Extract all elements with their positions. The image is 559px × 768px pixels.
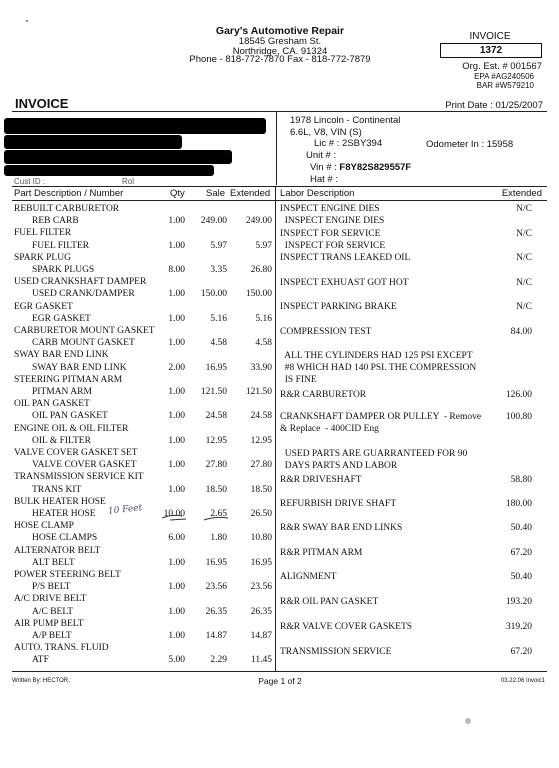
labor-extended: 67.20 <box>510 647 532 657</box>
labor-extended: N/C <box>516 253 532 263</box>
part-group: REBUILT CARBURETOR <box>14 204 120 214</box>
part-sale: 2.29 <box>210 655 227 666</box>
footer-written-by: Written By: HECTOR, <box>12 678 70 684</box>
invoice-box-label: INVOICE <box>469 31 511 42</box>
labor-line: R&R SWAY BAR END LINKS <box>280 523 403 533</box>
part-extended: 23.56 <box>250 582 272 593</box>
part-item: EGR GASKET <box>32 313 91 324</box>
part-extended: 18.50 <box>250 484 272 495</box>
labor-extended: 319.20 <box>505 622 532 632</box>
part-qty: 1.00 <box>168 557 185 568</box>
labor-line: R&R DRIVESHAFT <box>280 475 362 485</box>
part-group: SPARK PLUG <box>14 252 71 263</box>
part-extended: 121.50 <box>245 387 272 397</box>
part-extended: 33.90 <box>250 362 272 373</box>
part-group: EGR GASKET <box>14 301 73 312</box>
part-extended: 27.80 <box>250 460 272 471</box>
part-group: STEERING PITMAN ARM <box>14 374 123 385</box>
part-qty: 1.00 <box>168 216 185 227</box>
part-sale: 1.80 <box>210 533 227 544</box>
part-sale: 23.56 <box>205 582 227 593</box>
part-item: HEATER HOSE <box>32 509 96 519</box>
labor-line: INSPECT ENGINE DIES <box>280 216 385 226</box>
part-extended: 150.00 <box>245 289 272 300</box>
part-group: AIR PUMP BELT <box>14 618 84 629</box>
part-qty: 1.00 <box>168 606 185 617</box>
labor-extended: N/C <box>516 204 532 214</box>
part-qty: 8.00 <box>168 265 185 275</box>
cust-id-tail: Rol <box>122 177 135 186</box>
part-extended: 4.58 <box>255 338 272 349</box>
footer-page: Page 1 of 2 <box>258 676 302 686</box>
part-item: A/P BELT <box>32 631 72 641</box>
vin-label: Vin # : <box>310 161 337 173</box>
labor-line: USED PARTS ARE GUARRANTEED FOR 90 <box>280 449 468 459</box>
footer-form-code: 03.22.06 Invoic1 <box>500 678 545 684</box>
part-item: HOSE CLAMPS <box>32 533 98 544</box>
vehicle-model: 1978 Lincoln - Continental <box>290 115 401 126</box>
part-qty: 1.00 <box>168 313 185 324</box>
labor-line: TRANSMISSION SERVICE <box>280 647 392 657</box>
vehicle-license: Lic # : 2SBY394 <box>314 138 383 150</box>
labor-line: & Replace - 400CID Eng <box>280 424 379 434</box>
part-item: A/C BELT <box>32 606 74 617</box>
part-sale: 249.00 <box>200 216 227 227</box>
labor-extended: 100.80 <box>505 412 532 422</box>
part-extended: 5.16 <box>255 313 272 324</box>
handwritten-note: 10 Feet <box>107 503 143 517</box>
shop-street: 18545 Gresham St. <box>238 36 322 47</box>
part-sale: 3.35 <box>210 265 227 275</box>
part-group: USED CRANKSHAFT DAMPER <box>14 277 147 288</box>
vehicle-unit: Unit # : <box>306 150 337 162</box>
scan-speck <box>26 20 28 22</box>
shop-city: Northridge, CA. 91324 <box>232 46 328 57</box>
part-group: ENGINE OIL & OIL FILTER <box>14 423 129 434</box>
labor-line: DAYS PARTS AND LABOR <box>280 461 398 471</box>
labor-line: CRANKSHAFT DAMPER OR PULLEY - Remove <box>280 412 482 422</box>
labor-extended: 50.40 <box>510 572 532 582</box>
part-qty: 1.00 <box>168 411 185 422</box>
part-item: OIL & FILTER <box>32 435 91 446</box>
part-sale: 4.58 <box>210 338 227 349</box>
labor-extended: N/C <box>516 302 532 312</box>
labor-line: R&R VALVE COVER GASKETS <box>280 622 413 632</box>
col-part-description: Part Description / Number <box>14 188 124 199</box>
part-extended: 14.87 <box>250 631 272 641</box>
part-extended: 26.80 <box>250 265 272 275</box>
part-extended: 11.45 <box>250 655 272 666</box>
part-group: ALTERNATOR BELT <box>14 545 101 556</box>
part-extended: 12.95 <box>250 435 272 446</box>
labor-extended: 67.20 <box>510 548 532 558</box>
part-qty: 2.00 <box>168 362 185 373</box>
part-qty: 1.00 <box>168 435 185 446</box>
col-qty: Qty <box>170 188 185 199</box>
part-qty: 10.00 <box>163 509 185 519</box>
part-group: BULK HEATER HOSE <box>14 496 106 507</box>
shop-name: Gary's Automotive Repair <box>215 25 345 37</box>
epa-number: EPA #AG240506 <box>474 72 534 81</box>
part-extended: 10.80 <box>250 533 272 544</box>
labor-line: #8 WHICH HAD 140 PSI. THE COMPRESSION <box>280 363 477 373</box>
part-sale: 150.00 <box>200 289 227 300</box>
part-item: REB CARB <box>32 216 79 227</box>
part-sale: 26.35 <box>205 606 227 617</box>
part-extended: 24.58 <box>250 411 272 422</box>
part-sale: 121.50 <box>200 387 227 397</box>
labor-line: R&R PITMAN ARM <box>280 548 363 558</box>
part-item: VALVE COVER GASKET <box>32 460 137 471</box>
part-extended: 26.35 <box>250 606 272 617</box>
part-group: VALVE COVER GASKET SET <box>14 448 138 458</box>
labor-extended: 84.00 <box>510 327 532 337</box>
labor-extended: N/C <box>516 229 532 239</box>
scan-speck <box>465 718 471 724</box>
part-item: PITMAN ARM <box>32 387 92 397</box>
part-qty: 6.00 <box>168 533 185 544</box>
part-item: ALT BELT <box>32 557 75 568</box>
part-group: OIL PAN GASKET <box>14 399 90 410</box>
part-sale: 27.80 <box>205 460 227 471</box>
part-qty: 5.00 <box>168 655 185 666</box>
print-date: Print Date : 01/25/2007 <box>445 100 543 111</box>
part-qty: 1.00 <box>168 387 185 397</box>
col-extended: Extended <box>230 188 271 199</box>
page-title: INVOICE <box>15 96 69 111</box>
labor-extended: 193.20 <box>505 597 532 607</box>
part-qty: 1.00 <box>168 460 185 471</box>
part-extended: 5.97 <box>255 240 272 251</box>
part-sale: 5.97 <box>210 240 227 251</box>
part-qty: 1.00 <box>168 582 185 593</box>
part-extended: 26.50 <box>250 509 272 519</box>
part-group: SWAY BAR END LINK <box>14 350 109 361</box>
labor-extended: 50.40 <box>510 523 532 533</box>
part-item: ATF <box>32 655 49 666</box>
part-group: POWER STEERING BELT <box>14 570 121 580</box>
labor-line: INSPECT FOR SERVICE <box>280 241 386 251</box>
part-item: USED CRANK/DAMPER <box>32 289 135 300</box>
labor-line: ALL THE CYLINDERS HAD 125 PSI EXCEPT <box>280 351 473 361</box>
part-qty: 1.00 <box>168 289 185 300</box>
part-qty: 1.00 <box>168 338 185 349</box>
part-item: CARB MOUNT GASKET <box>32 338 135 349</box>
col-sale: Sale <box>206 188 226 199</box>
labor-line: INSPECT ENGINE DIES <box>280 204 380 214</box>
part-group: FUEL FILTER <box>14 228 72 239</box>
labor-extended: 180.00 <box>505 499 532 509</box>
part-sale: 16.95 <box>205 362 227 373</box>
part-group: CARBURETOR MOUNT GASKET <box>14 326 155 336</box>
vin-value: F8Y82S829557F <box>339 161 412 173</box>
labor-line: INSPECT EXHUAST GOT HOT <box>280 278 409 288</box>
part-sale: 12.95 <box>205 435 227 446</box>
part-item: SPARK PLUGS <box>32 265 95 275</box>
col-labor-extended: Extended <box>501 188 542 199</box>
labor-line: ALIGNMENT <box>280 572 337 582</box>
shop-phone-fax: Phone - 818-772-7870 Fax - 818-772-7879 <box>189 54 371 65</box>
part-item: SWAY BAR END LINK <box>32 362 127 373</box>
col-labor-description: Labor Description <box>280 188 355 199</box>
part-sale: 14.87 <box>205 631 227 641</box>
part-item: P/S BELT <box>32 582 71 593</box>
part-sale: 2.65 <box>210 509 227 519</box>
vehicle-engine: 6.6L, V8, VIN (S) <box>290 126 362 138</box>
handwriting-underlines <box>160 506 260 526</box>
part-group: HOSE CLAMP <box>14 521 74 532</box>
labor-line: REFURBISH DRIVE SHAFT <box>280 499 397 509</box>
part-extended: 249.00 <box>245 216 272 227</box>
labor-extended: 58.80 <box>510 475 532 485</box>
labor-line: INSPECT TRANS LEAKED OIL <box>280 253 411 263</box>
cust-id-label: Cust ID : <box>14 177 46 186</box>
part-sale: 18.50 <box>205 484 227 495</box>
labor-line: INSPECT PARKING BRAKE <box>280 302 397 312</box>
part-group: TRANSMISSION SERVICE KIT <box>14 472 144 483</box>
part-group: A/C DRIVE BELT <box>14 594 87 605</box>
labor-extended: 126.00 <box>505 390 532 400</box>
part-extended: 16.95 <box>250 557 272 568</box>
part-qty: 1.00 <box>168 631 185 641</box>
part-qty: 1.00 <box>168 240 185 251</box>
labor-extended: N/C <box>516 278 532 288</box>
labor-line: COMPRESSION TEST <box>280 327 372 337</box>
bar-number: BAR #W579210 <box>476 81 534 90</box>
part-sale: 24.58 <box>205 411 227 422</box>
part-item: TRANS KIT <box>32 484 82 495</box>
part-qty: 1.00 <box>168 484 185 495</box>
part-sale: 5.16 <box>210 313 227 324</box>
labor-line: R&R CARBURETOR <box>280 390 367 400</box>
vehicle-hat: Hat # : <box>310 173 338 185</box>
part-item: FUEL FILTER <box>32 240 90 251</box>
invoice-number: 1372 <box>440 43 542 58</box>
part-sale: 16.95 <box>205 557 227 568</box>
labor-line: R&R OIL PAN GASKET <box>280 597 379 607</box>
part-group: AUTO. TRANS. FLUID <box>14 643 109 654</box>
part-item: OIL PAN GASKET <box>32 411 108 422</box>
labor-line: IS FINE <box>280 375 317 385</box>
org-est: Org. Est. # 001567 <box>462 61 542 72</box>
odometer: Odometer In : 15958 <box>426 139 514 150</box>
labor-line: INSPECT FOR SERVICE <box>280 229 381 239</box>
